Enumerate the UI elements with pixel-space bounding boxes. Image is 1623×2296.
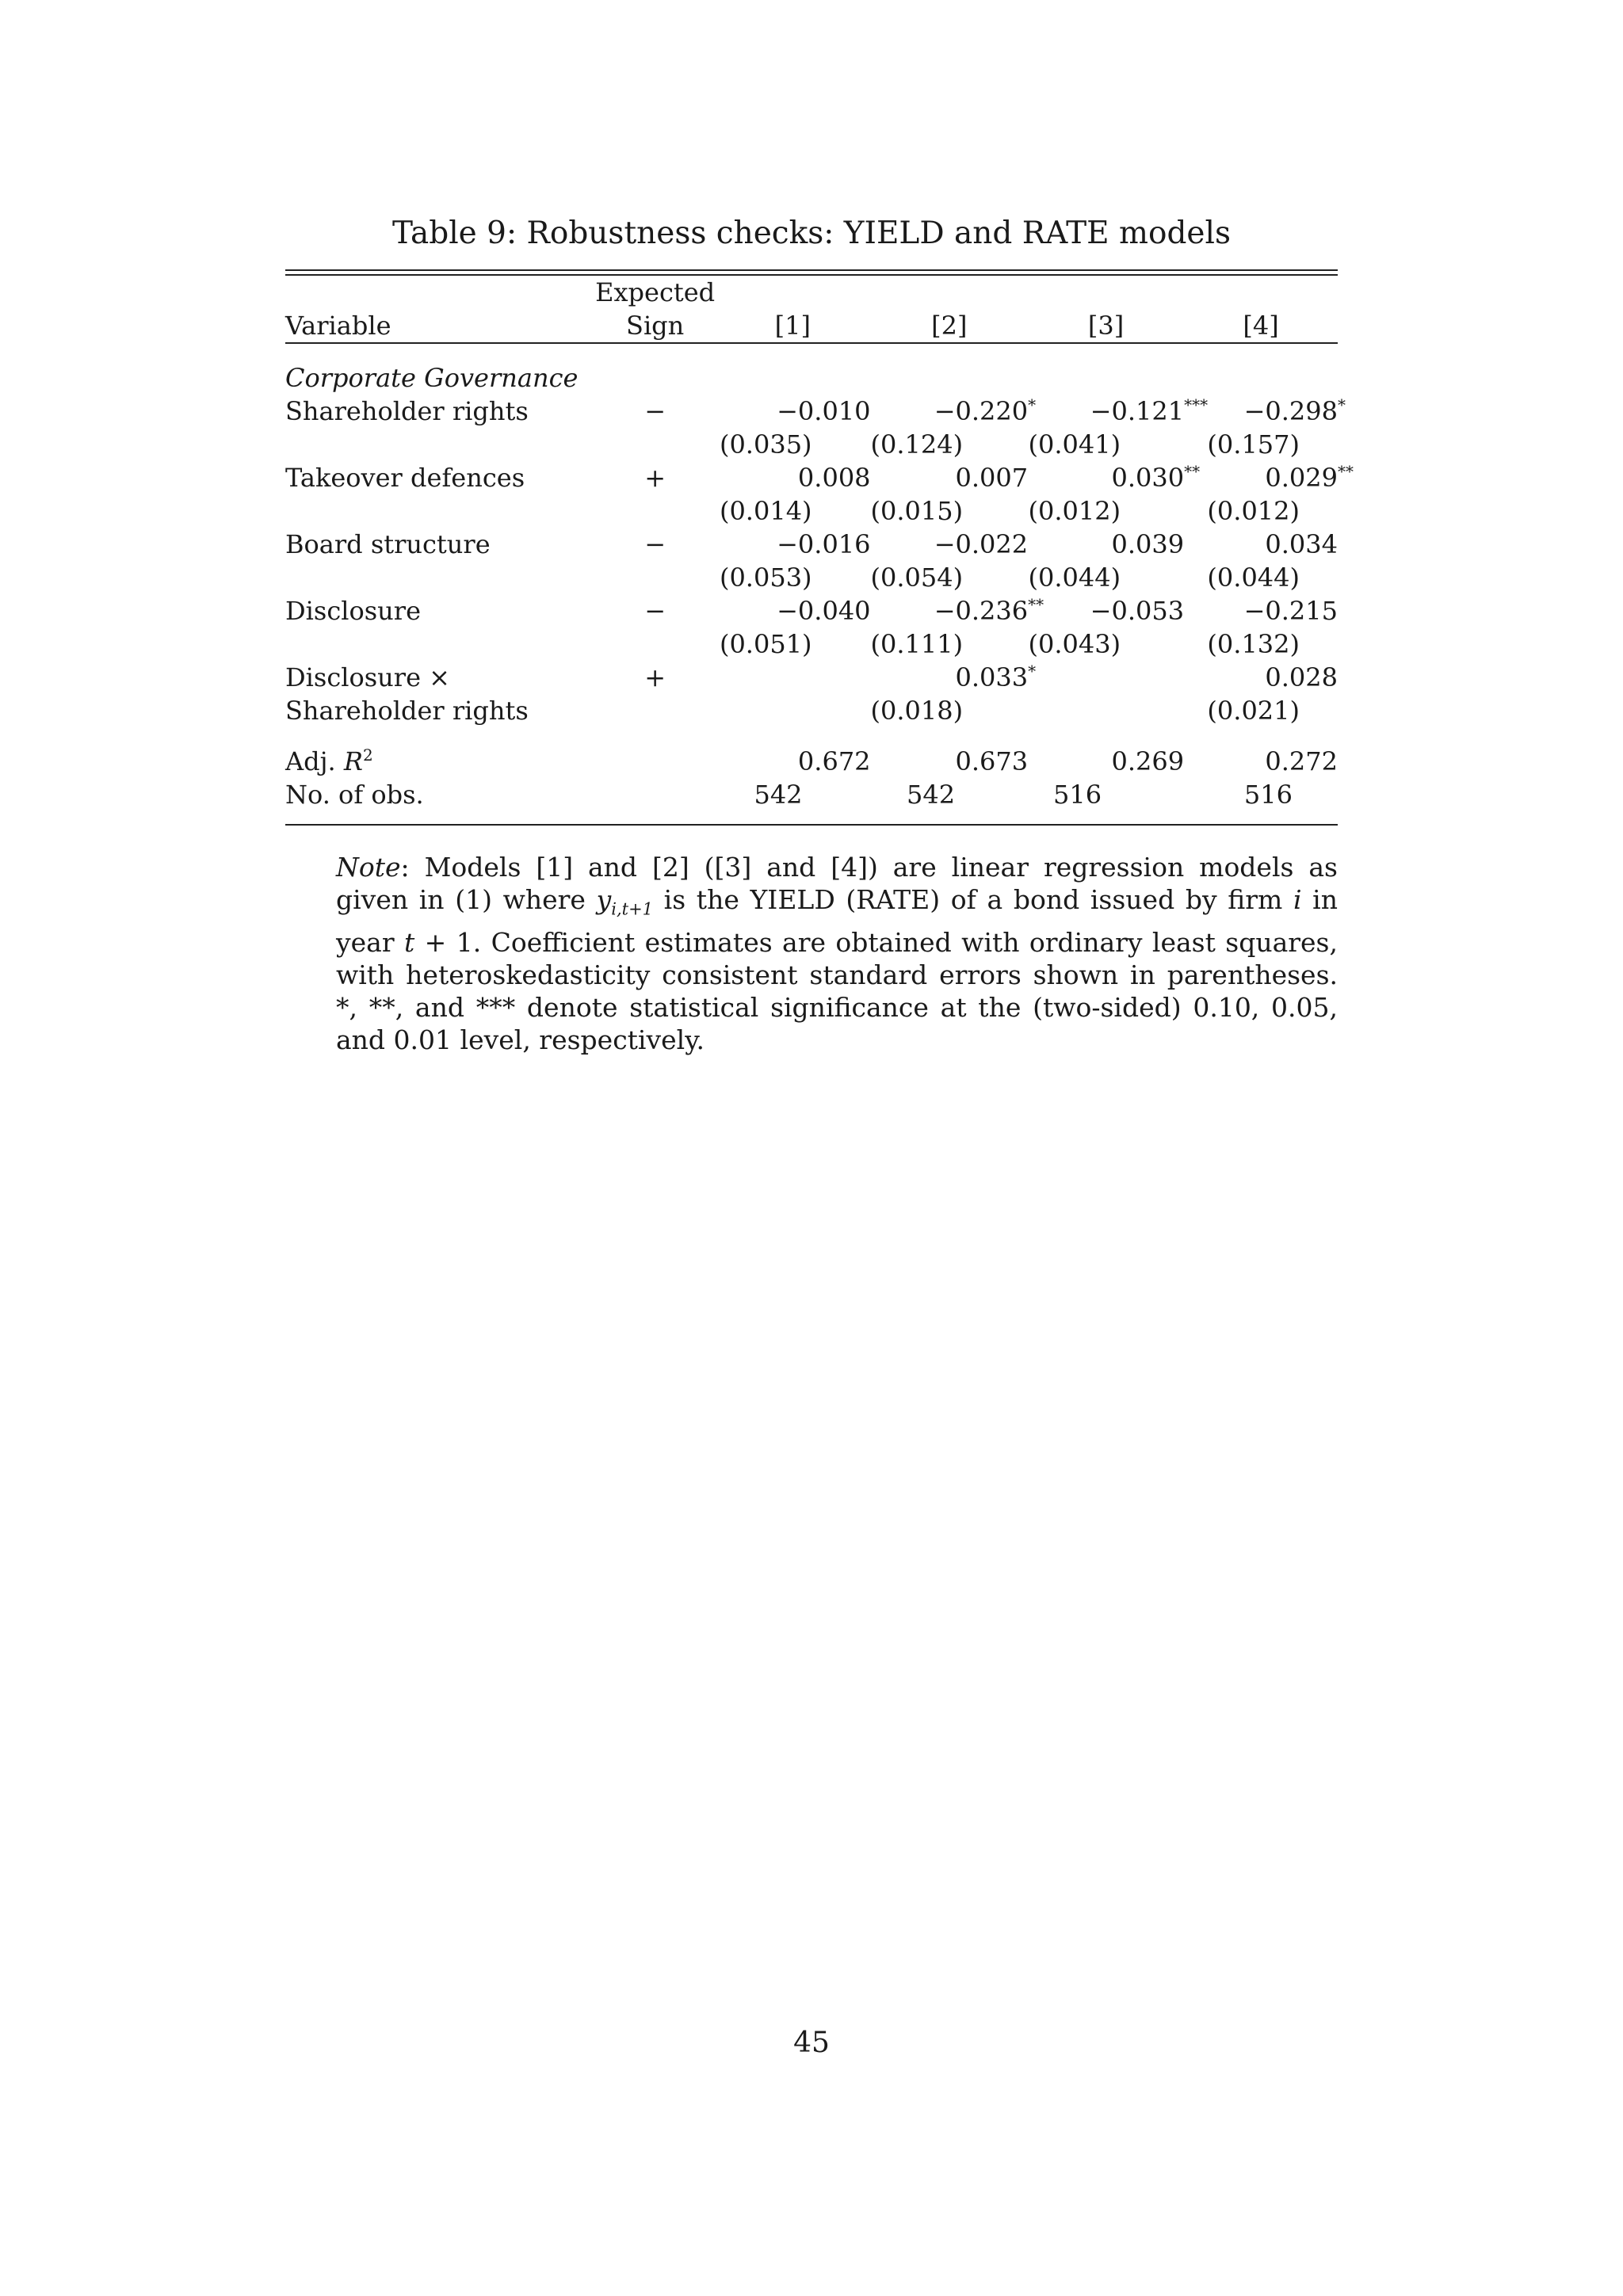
adj-r2-value: 0.272 [1265, 746, 1338, 776]
header-model-3: [3] [1087, 311, 1125, 341]
se-cell: (0.035) [719, 429, 812, 460]
se-cell: (0.014) [719, 496, 812, 526]
coef-cell [715, 661, 870, 694]
expected-sign: + [644, 662, 666, 692]
coef-cell: 0.039 [1111, 529, 1185, 559]
se-cell: (0.021) [1207, 696, 1300, 726]
se-cell: (0.015) [870, 496, 964, 526]
se-cell: (0.054) [870, 563, 964, 593]
se-cell: (0.053) [719, 563, 812, 593]
coef-cell: −0.022 [934, 529, 1029, 559]
se-cell: (0.044) [1028, 563, 1121, 593]
section-row [285, 361, 1338, 395]
nobs-row [285, 778, 1338, 825]
coef-cell: 0.028 [1265, 662, 1338, 692]
se-cell: (0.012) [1207, 496, 1300, 526]
nobs-value: 542 [754, 780, 803, 810]
nobs-value: 516 [1243, 780, 1293, 810]
coef-cell: −0.053 [1090, 596, 1185, 626]
row-label: Disclosure × [285, 662, 450, 692]
se-cell [715, 694, 870, 727]
adj-r2-label: Adj. R2 [285, 746, 373, 776]
adj-r2-row [285, 745, 1338, 778]
table-row [285, 461, 1338, 494]
coef-cell: 0.034 [1265, 529, 1338, 559]
coef-cell: 0.029** [1265, 462, 1354, 493]
coef-cell: 0.008 [797, 463, 871, 493]
coef-cell: −0.220* [934, 395, 1037, 426]
se-cell: (0.051) [719, 629, 812, 659]
header-model-2: [2] [931, 311, 968, 341]
coef-cell: −0.040 [777, 596, 871, 626]
se-cell: (0.041) [1028, 429, 1121, 460]
row-label-continued: Shareholder rights [285, 696, 529, 726]
top-rule [285, 269, 1338, 271]
header-row-2 [285, 309, 1338, 343]
expected-sign: − [644, 396, 666, 426]
row-label: Board structure [285, 529, 491, 559]
se-row [285, 428, 1338, 461]
se-cell: (0.043) [1028, 629, 1121, 659]
adj-r2-value: 0.269 [1111, 746, 1185, 776]
se-row [285, 494, 1338, 528]
section-label: Corporate Governance [285, 363, 579, 393]
row-label: Disclosure [285, 596, 421, 626]
coef-cell: 0.030** [1111, 462, 1201, 493]
nobs-value: 516 [1052, 780, 1102, 810]
table-caption: Table 9: Robustness checks: YIELD and RATE models [392, 215, 1231, 251]
expected-sign: − [644, 596, 666, 626]
se-cell: (0.018) [870, 696, 964, 726]
header-variable: Variable [285, 311, 391, 341]
se-row [285, 561, 1338, 594]
adj-r2-value: 0.672 [797, 746, 871, 776]
coef-cell: −0.298* [1243, 395, 1346, 426]
se-cell: (0.111) [870, 629, 964, 659]
coef-cell: 0.007 [955, 463, 1029, 493]
coef-cell [1028, 661, 1184, 694]
table-note: Note: Models [1] and [2] ([3] and [4]) are linear regression models as given in (1) where $y_{i,t+1}$ is the YIELD (RATE) of a bond issued by firm i in year t + 1. Coefficient estimates are obtained with ordinary least squares, with heteroskedasticity consistent standard errors shown in parentheses. *, **, and *** denote statistical significance at the (two-sided) 0.10, 0.05, and 0.01 level, respectively. [336, 852, 1338, 1055]
se-row [285, 694, 1338, 727]
coef-cell: −0.121*** [1090, 395, 1209, 426]
coef-cell: 0.033* [955, 662, 1037, 692]
se-cell: (0.012) [1028, 496, 1121, 526]
table-row [285, 528, 1338, 561]
se-row [285, 627, 1338, 661]
coef-cell: −0.016 [777, 529, 871, 559]
se-cell: (0.044) [1207, 563, 1300, 593]
expected-sign: + [644, 463, 666, 493]
nobs-value: 542 [907, 780, 956, 810]
adj-r2-value: 0.673 [955, 746, 1029, 776]
coef-cell: −0.215 [1243, 596, 1338, 626]
header-sign: Sign [626, 311, 685, 341]
row-label: Takeover defences [285, 463, 525, 493]
se-cell [1028, 694, 1184, 727]
table-row [285, 594, 1338, 627]
header-expected: Expected [595, 277, 716, 307]
se-cell: (0.132) [1207, 629, 1300, 659]
row-label: Shareholder rights [285, 396, 529, 426]
se-cell: (0.124) [870, 429, 964, 460]
header-model-4: [4] [1243, 311, 1279, 341]
nobs-label: No. of obs. [285, 780, 424, 810]
header-row-1 [285, 276, 1338, 309]
regression-table [285, 276, 1354, 826]
se-cell: (0.157) [1207, 429, 1300, 460]
coef-cell: −0.236** [934, 595, 1044, 626]
table-row [285, 395, 1338, 428]
coef-cell: −0.010 [777, 396, 871, 426]
expected-sign: − [644, 529, 666, 559]
table-row [285, 661, 1338, 694]
header-model-1: [1] [774, 311, 811, 341]
page-number: 45 [793, 2027, 830, 2059]
